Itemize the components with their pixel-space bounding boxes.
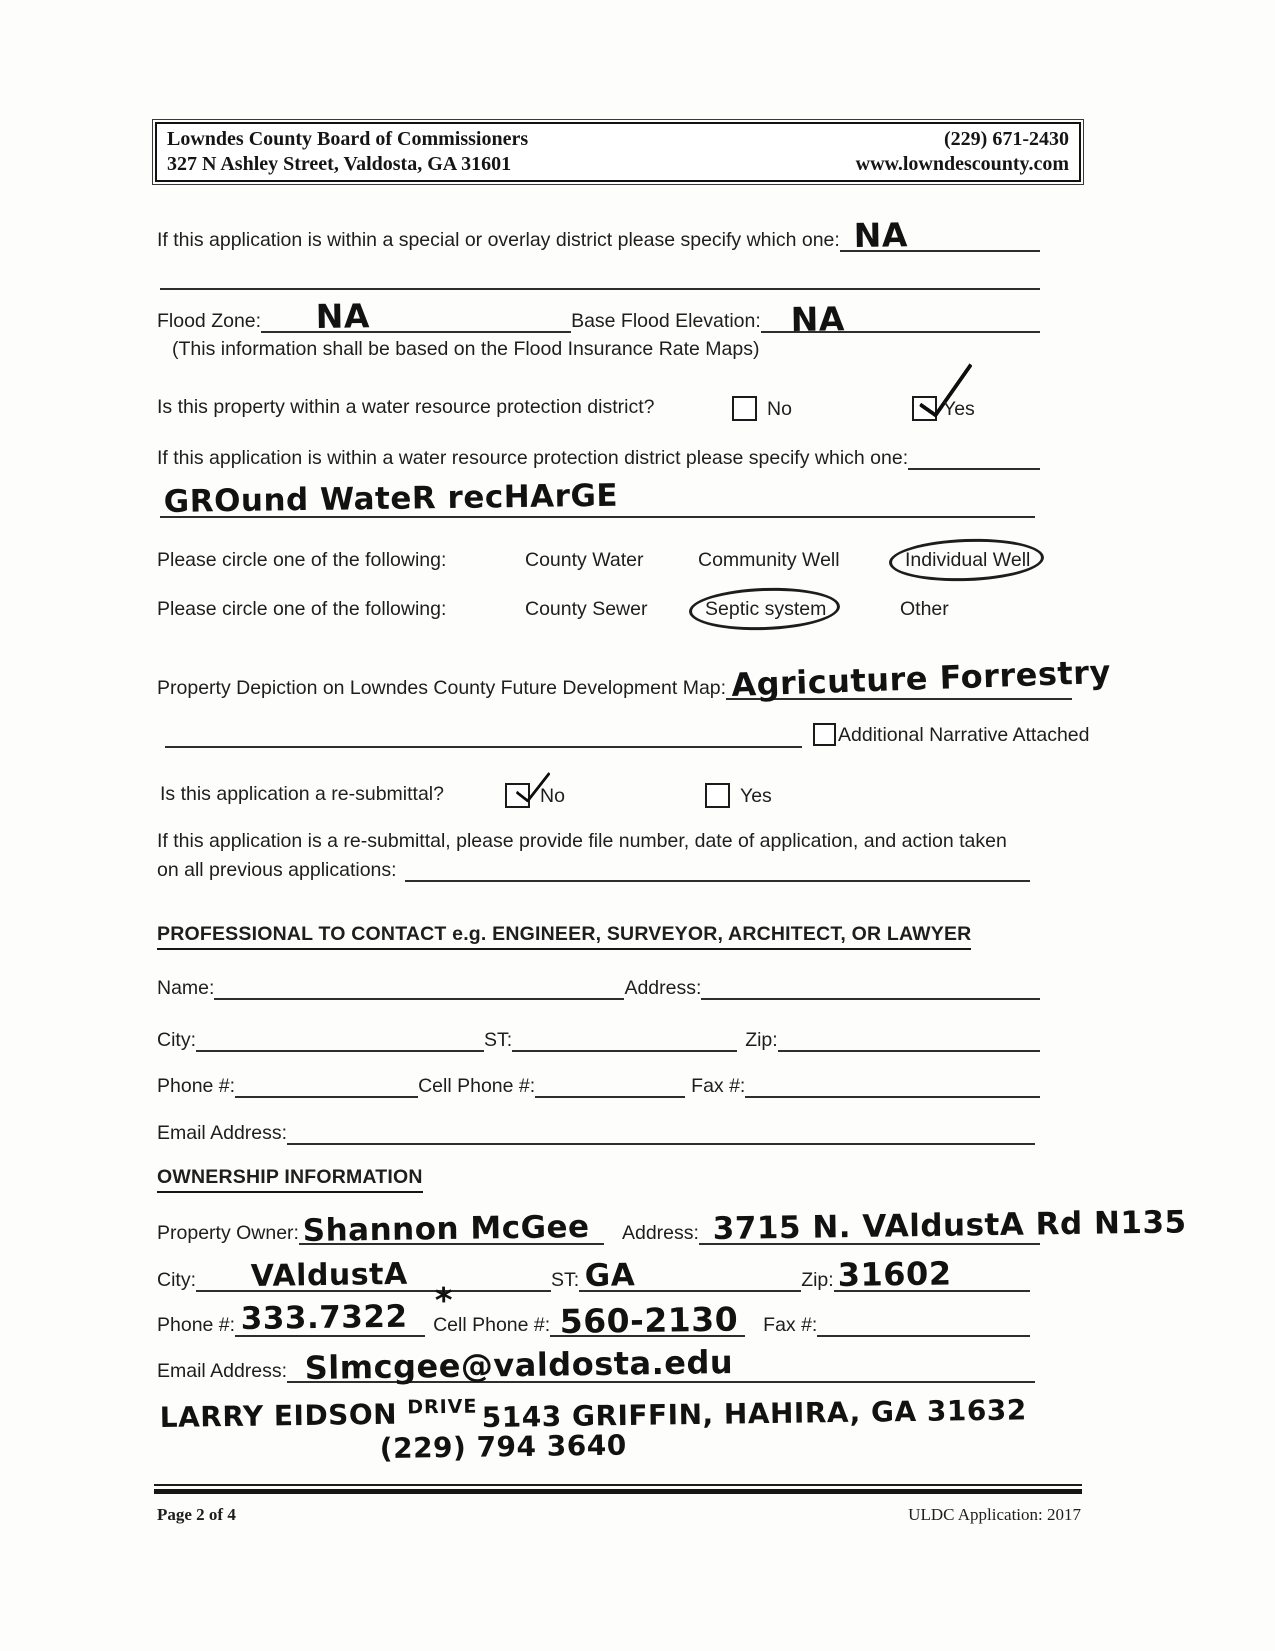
owner-email-row	[157, 1341, 1035, 1387]
professional-heading: PROFESSIONAL TO CONTACT e.g. ENGINEER, SURVEYOR, ARCHITECT, OR LAWYER	[157, 923, 971, 950]
prof-address-field[interactable]	[701, 974, 1040, 1000]
flood-zone-row	[157, 296, 1040, 339]
prof-fax-label: Fax #:	[691, 1075, 746, 1097]
prof-zip-field[interactable]	[778, 1026, 1040, 1052]
prof-phone-label: Phone #:	[157, 1075, 236, 1097]
prof-name-field[interactable]	[214, 974, 624, 1000]
prof-city-label: City:	[157, 1029, 196, 1051]
owner-address-label: Address:	[621, 1222, 699, 1244]
org-name: Lowndes County Board of Commissioners	[167, 128, 529, 150]
note-name-suffix: DRIVE	[407, 1395, 478, 1419]
overlay-district-value: NA	[853, 215, 908, 255]
owner-st-field[interactable]	[579, 1257, 801, 1294]
prof-email-field[interactable]	[287, 1119, 1035, 1145]
header-left	[167, 127, 528, 177]
option-other[interactable]: Other	[900, 598, 949, 620]
owner-st-value: GA	[584, 1257, 636, 1294]
water-supply-label: Please circle one of the following:	[157, 549, 447, 571]
overlay-district-field-2[interactable]	[160, 264, 1040, 290]
wrpd-no-checkbox[interactable]	[732, 396, 757, 421]
owner-row	[157, 1203, 1187, 1249]
option-community-well[interactable]: Community Well	[698, 549, 840, 571]
additional-narrative-checkbox[interactable]	[813, 723, 836, 746]
resubmittal-details-row2	[157, 856, 1030, 882]
prof-cell-field[interactable]	[535, 1072, 685, 1098]
prof-city-field[interactable]	[196, 1026, 484, 1052]
narrative-row	[157, 720, 1090, 748]
owner-email-field[interactable]	[287, 1343, 1035, 1387]
resubmittal-yes-label: Yes	[740, 785, 772, 807]
note-line-2: 5143 GRIFFIN, HAHIRA, GA 31632	[481, 1393, 1028, 1434]
base-flood-elevation-label: Base Flood Elevation:	[571, 310, 761, 332]
fdm-label: Property Depiction on Lowndes County Future Development Map:	[157, 677, 727, 699]
prof-name-row	[157, 974, 1040, 1000]
option-septic-system[interactable]: Septic system	[705, 598, 827, 620]
note-name: LARRY EIDSON	[159, 1397, 398, 1434]
owner-cell-field[interactable]	[550, 1299, 745, 1341]
footer-app-label: ULDC Application: 2017	[908, 1505, 1081, 1524]
owner-st-label: ST:	[551, 1269, 580, 1291]
base-flood-elevation-value: NA	[790, 299, 845, 339]
owner-address-value: 3715 N. VAldustA Rd N135	[712, 1204, 1187, 1247]
flood-zone-field[interactable]	[261, 296, 571, 336]
prof-phone-field[interactable]	[235, 1072, 418, 1098]
owner-fax-label: Fax #:	[763, 1314, 818, 1336]
sewer-label: Please circle one of the following:	[157, 598, 447, 620]
owner-email-value: Slmcgee@valdosta.edu	[304, 1343, 734, 1387]
prof-city-row	[157, 1026, 1040, 1052]
footer-rule	[154, 1484, 1082, 1494]
owner-cell-label-wrap	[433, 1280, 551, 1337]
org-address: 327 N Ashley Street, Valdosta, GA 31601	[167, 153, 512, 175]
footer-rule-thick	[154, 1489, 1082, 1494]
owner-field[interactable]	[299, 1208, 604, 1249]
footer-page-number: Page 2 of 4	[157, 1505, 236, 1524]
wrpd-specify-label: If this application is within a water resource protection district please specify which one:	[157, 447, 909, 469]
fdm-value: Agricuture Forrestry	[730, 652, 1112, 704]
option-county-water[interactable]: County Water	[525, 549, 644, 571]
owner-fax-field[interactable]	[817, 1311, 1030, 1337]
owner-city-label: City:	[157, 1269, 196, 1291]
prof-fax-field[interactable]	[745, 1072, 1040, 1098]
fdm-row	[157, 652, 1112, 704]
option-individual-well[interactable]: Individual Well	[905, 549, 1031, 571]
additional-narrative-label: Additional Narrative Attached	[838, 724, 1090, 746]
wrpd-specify-value-field[interactable]	[160, 477, 1035, 520]
ownership-heading: OWNERSHIP INFORMATION	[157, 1166, 423, 1193]
resubmittal-details-line2: on all previous applications:	[157, 859, 397, 881]
owner-email-label: Email Address:	[157, 1360, 288, 1382]
overlay-district-label: If this application is within a special or overlay district please specify which one:	[157, 229, 840, 251]
owner-zip-field[interactable]	[834, 1254, 1030, 1294]
wrpd-question-row	[157, 396, 1083, 424]
owner-zip-label: Zip:	[801, 1269, 834, 1291]
wrpd-question: Is this property within a water resource protection district?	[157, 396, 655, 418]
header-box	[155, 122, 1081, 182]
option-county-sewer[interactable]: County Sewer	[525, 598, 648, 620]
wrpd-specify-row	[157, 444, 1040, 470]
owner-phone-field[interactable]	[235, 1298, 425, 1337]
owner-city-value: VAldustA	[250, 1256, 408, 1294]
note-line-3: (229) 794 3640	[379, 1428, 627, 1465]
prof-name-label: Name:	[157, 977, 215, 999]
resubmittal-no-label: No	[540, 785, 565, 807]
wrpd-no-label: No	[767, 398, 792, 420]
prof-email-label: Email Address:	[157, 1122, 288, 1144]
overlay-district-field[interactable]	[840, 215, 1040, 255]
flood-zone-value: NA	[315, 296, 371, 336]
owner-label: Property Owner:	[157, 1222, 299, 1244]
resubmittal-row	[160, 783, 1083, 811]
owner-city-row	[157, 1250, 1030, 1292]
fdm-extra-field[interactable]	[165, 722, 802, 748]
prof-phone-row	[157, 1072, 1040, 1098]
resubmittal-yes-checkbox[interactable]	[705, 783, 730, 808]
prof-email-row	[157, 1119, 1035, 1145]
base-flood-elevation-field[interactable]	[761, 299, 1040, 339]
wrpd-yes-label: Yes	[943, 398, 975, 420]
footer	[157, 1505, 1081, 1525]
handwritten-note-block	[159, 1393, 1275, 1465]
resubmittal-details-line1: If this application is a re-submittal, please provide file number, date of application, and action taken	[157, 830, 1007, 852]
flood-note: (This information shall be based on the Flood Insurance Rate Maps)	[172, 338, 760, 360]
header-right	[856, 127, 1069, 177]
owner-address-field[interactable]	[699, 1204, 1187, 1247]
resubmittal-details-field[interactable]	[405, 856, 1030, 882]
org-website: www.lowndescounty.com	[855, 153, 1069, 175]
flood-zone-label: Flood Zone:	[157, 310, 262, 332]
wrpd-specify-field[interactable]	[908, 444, 1040, 470]
cell-asterisk-mark: *	[434, 1280, 454, 1321]
wrpd-yes-checkbox[interactable]	[912, 396, 937, 421]
resubmittal-question: Is this application a re-submittal?	[160, 783, 444, 805]
org-phone: (229) 671-2430	[944, 128, 1069, 150]
prof-cell-label: Cell Phone #:	[418, 1075, 536, 1097]
owner-cell-value: 560-2130	[559, 1299, 739, 1341]
owner-phone-value: 333.7322	[240, 1298, 408, 1337]
wrpd-specify-value-row	[160, 478, 1035, 518]
owner-city-field[interactable]	[196, 1256, 551, 1294]
prof-address-label: Address:	[624, 977, 702, 999]
overlay-district-row	[157, 215, 1040, 255]
owner-value: Shannon McGee	[302, 1208, 590, 1249]
prof-zip-label: Zip:	[745, 1029, 778, 1051]
prof-st-field[interactable]	[512, 1026, 737, 1052]
footer-rule-thin	[154, 1484, 1082, 1486]
owner-cell-label: Cell Phone #:	[433, 1314, 551, 1336]
overlay-district-extra-row	[160, 264, 1040, 290]
wrpd-specify-value: GROund WateR recHArGE	[163, 477, 619, 520]
prof-st-label: ST:	[484, 1029, 513, 1051]
resubmittal-no-checkbox[interactable]	[505, 783, 530, 808]
owner-zip-value: 31602	[837, 1254, 952, 1294]
owner-phone-label: Phone #:	[157, 1314, 236, 1336]
fdm-field[interactable]	[726, 652, 1112, 704]
water-supply-row	[157, 549, 1083, 577]
note-line-1	[159, 1392, 477, 1433]
sewer-row	[157, 598, 1083, 626]
